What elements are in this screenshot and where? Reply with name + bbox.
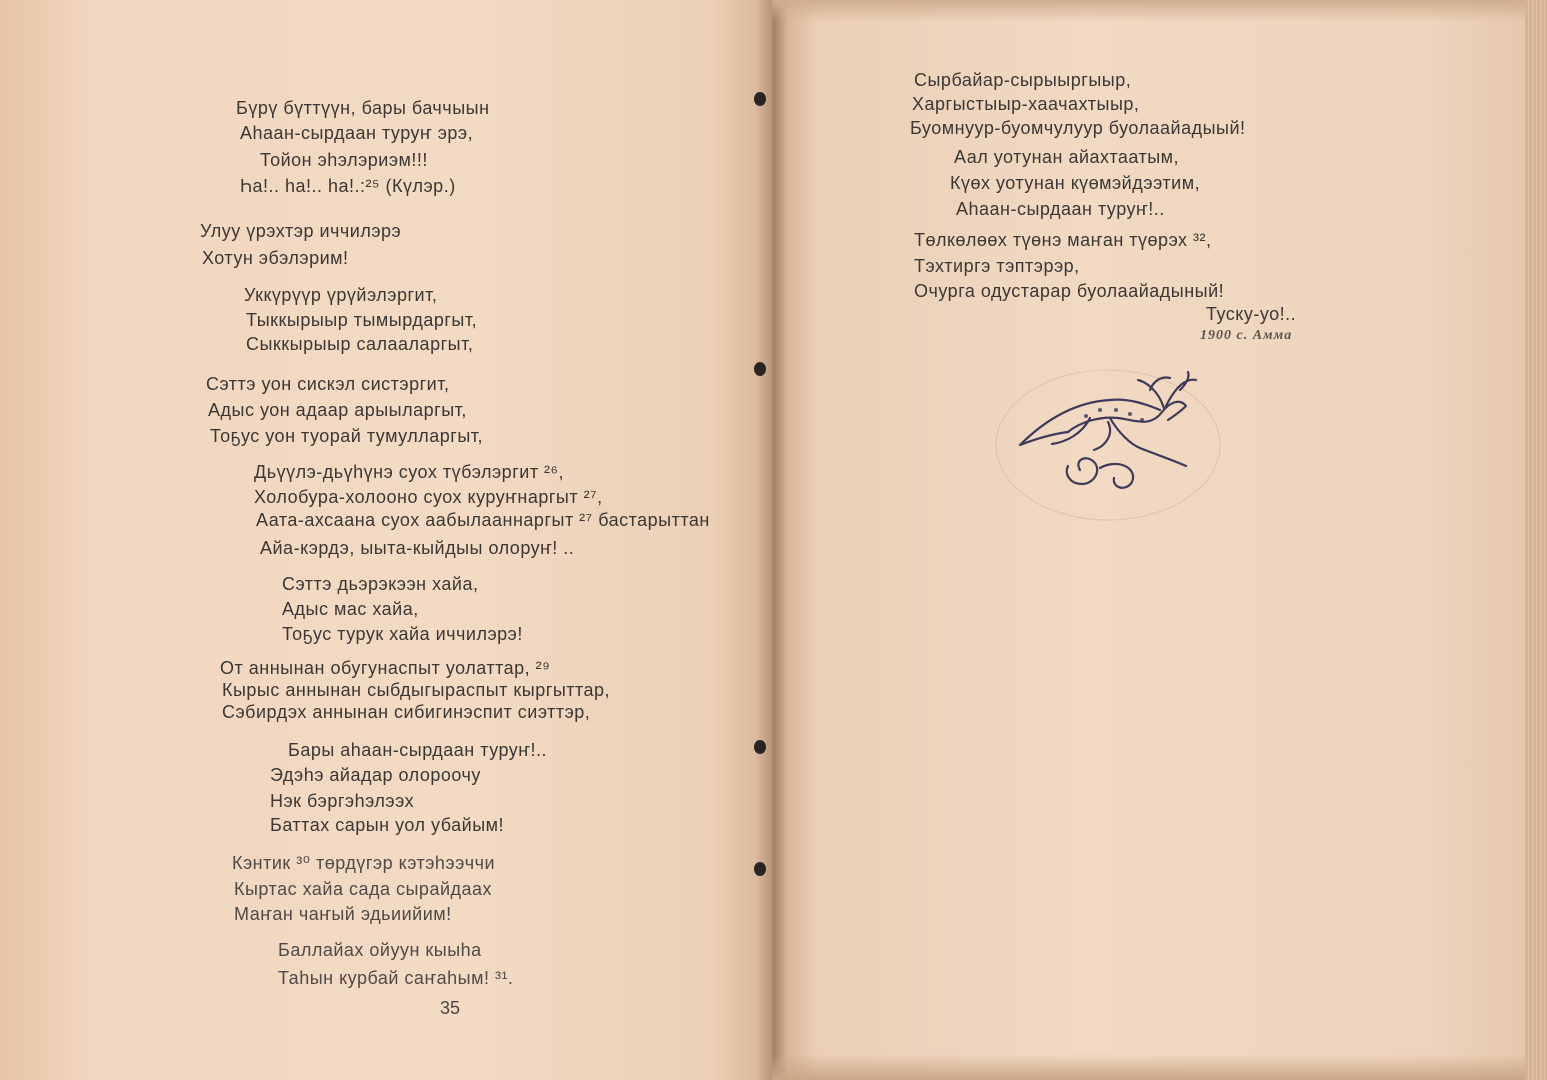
book-gutter bbox=[756, 0, 788, 1080]
poem-line: Хотун эбэлэрим! bbox=[202, 248, 349, 268]
poem-line: Айа-кэрдэ, ыыта-кыйдыы олоруҥ! .. bbox=[260, 538, 575, 558]
poem-line: Кэнтик ³⁰ төрдүгэр кэтэһээччи bbox=[232, 853, 496, 873]
page-stack-edge bbox=[1525, 0, 1547, 1080]
poem-line: Сэттэ дьэрэкээн хайа, bbox=[282, 574, 479, 594]
poem-line: Сыккырыыр салааларгыт, bbox=[246, 334, 474, 354]
poem-line: Харгыстыыр-хаачахтыыр, bbox=[912, 94, 1140, 114]
page-top-edge bbox=[772, 0, 1547, 22]
poem-line: Улуу үрэхтэр иччилэрэ bbox=[200, 221, 402, 241]
poem-line: Аһаан-сырдаан туруҥ!.. bbox=[956, 199, 1165, 219]
poem-line: Дьүүлэ-дьүһүнэ суох түбэлэргит ²⁶, bbox=[254, 462, 564, 482]
poem-line: Таһын курбай саҥаһым! ³¹. bbox=[278, 968, 514, 988]
poem-line: Сэбирдэх аннынан сибигинэспит сиэттэр, bbox=[222, 702, 591, 722]
poem-line: Төлкөлөөх түөнэ маҥан түөрэх ³², bbox=[914, 230, 1212, 250]
poem-line: Тыккырыыр тымырдаргыт, bbox=[246, 310, 478, 330]
poem-line: Туску-уо!.. bbox=[1206, 304, 1297, 324]
poem-line: Аһаан-сырдаан туруҥ эрэ, bbox=[240, 123, 474, 143]
binding-hole bbox=[754, 862, 766, 876]
binding-hole bbox=[754, 362, 766, 376]
page-number: 35 bbox=[440, 998, 461, 1018]
page-bottom-edge bbox=[772, 1054, 1547, 1080]
poem-line: Эдэһэ айадар олороочу bbox=[270, 765, 481, 785]
poem-line: Баллайах ойуун кыыһа bbox=[278, 940, 482, 960]
poem-line: Буомнуур-буомчулуур буолаайадыый! bbox=[910, 118, 1246, 138]
leaping-deer-ornament-icon bbox=[990, 350, 1230, 530]
poem-line: Тоҕус уон туорай тумулларгыт, bbox=[210, 426, 484, 446]
poem-line: Очурга одустарар буолаайадыный! bbox=[914, 281, 1225, 301]
poem-line: Сэттэ уон сискэл систэргит, bbox=[206, 374, 450, 394]
poem-line: От аннынан обугунаспыт уолаттар, ²⁹ bbox=[220, 658, 551, 678]
poem-line: Сырбайар-сырыыргыыр, bbox=[914, 70, 1132, 90]
poem-line: Бары аһаан-сырдаан туруҥ!.. bbox=[288, 740, 547, 760]
poem-line: Холобура-холооно суох куруҥнаргыт ²⁷, bbox=[254, 487, 603, 507]
poem-line: Адыс уон адаар арыыларгыт, bbox=[208, 400, 467, 420]
poem-line: Баттах сарын уол убайым! bbox=[270, 815, 505, 835]
poem-line: Кырыс аннынан сыбдыгыраспыт кыргыттар, bbox=[222, 680, 611, 700]
poem-line: Маҥан чаҥый эдьиийим! bbox=[234, 904, 452, 924]
binding-hole bbox=[754, 740, 766, 754]
poem-date-place: 1900 с. Амма bbox=[1200, 328, 1293, 343]
poem-line: Нэк бэргэһэлээх bbox=[270, 791, 415, 811]
binding-hole bbox=[754, 92, 766, 106]
poem-line: Тойон эһэлэриэм!!! bbox=[260, 150, 428, 170]
poem-line: Аал уотунан айахтаатым, bbox=[954, 147, 1180, 167]
poem-line: Күөх уотунан күөмэйдээтим, bbox=[950, 173, 1201, 193]
poem-line: Һа!.. һа!.. һа!.:²⁵ (Күлэр.) bbox=[240, 176, 456, 196]
poem-line: Тоҕус турук хайа иччилэрэ! bbox=[282, 624, 523, 644]
poem-line: Кыртас хайа сада сырайдаах bbox=[234, 879, 493, 899]
poem-line: Бүрү бүттүүн, бары баччыын bbox=[236, 98, 490, 118]
poem-line: Адыс мас хайа, bbox=[282, 599, 419, 619]
poem-line: Тэхтиргэ тэптэрэр, bbox=[914, 256, 1080, 276]
poem-line: Аата-ахсаана суох аабылааннаргыт ²⁷ бастарыттан bbox=[256, 510, 710, 530]
poem-line: Уккүрүүр үрүйэлэргит, bbox=[244, 285, 438, 305]
